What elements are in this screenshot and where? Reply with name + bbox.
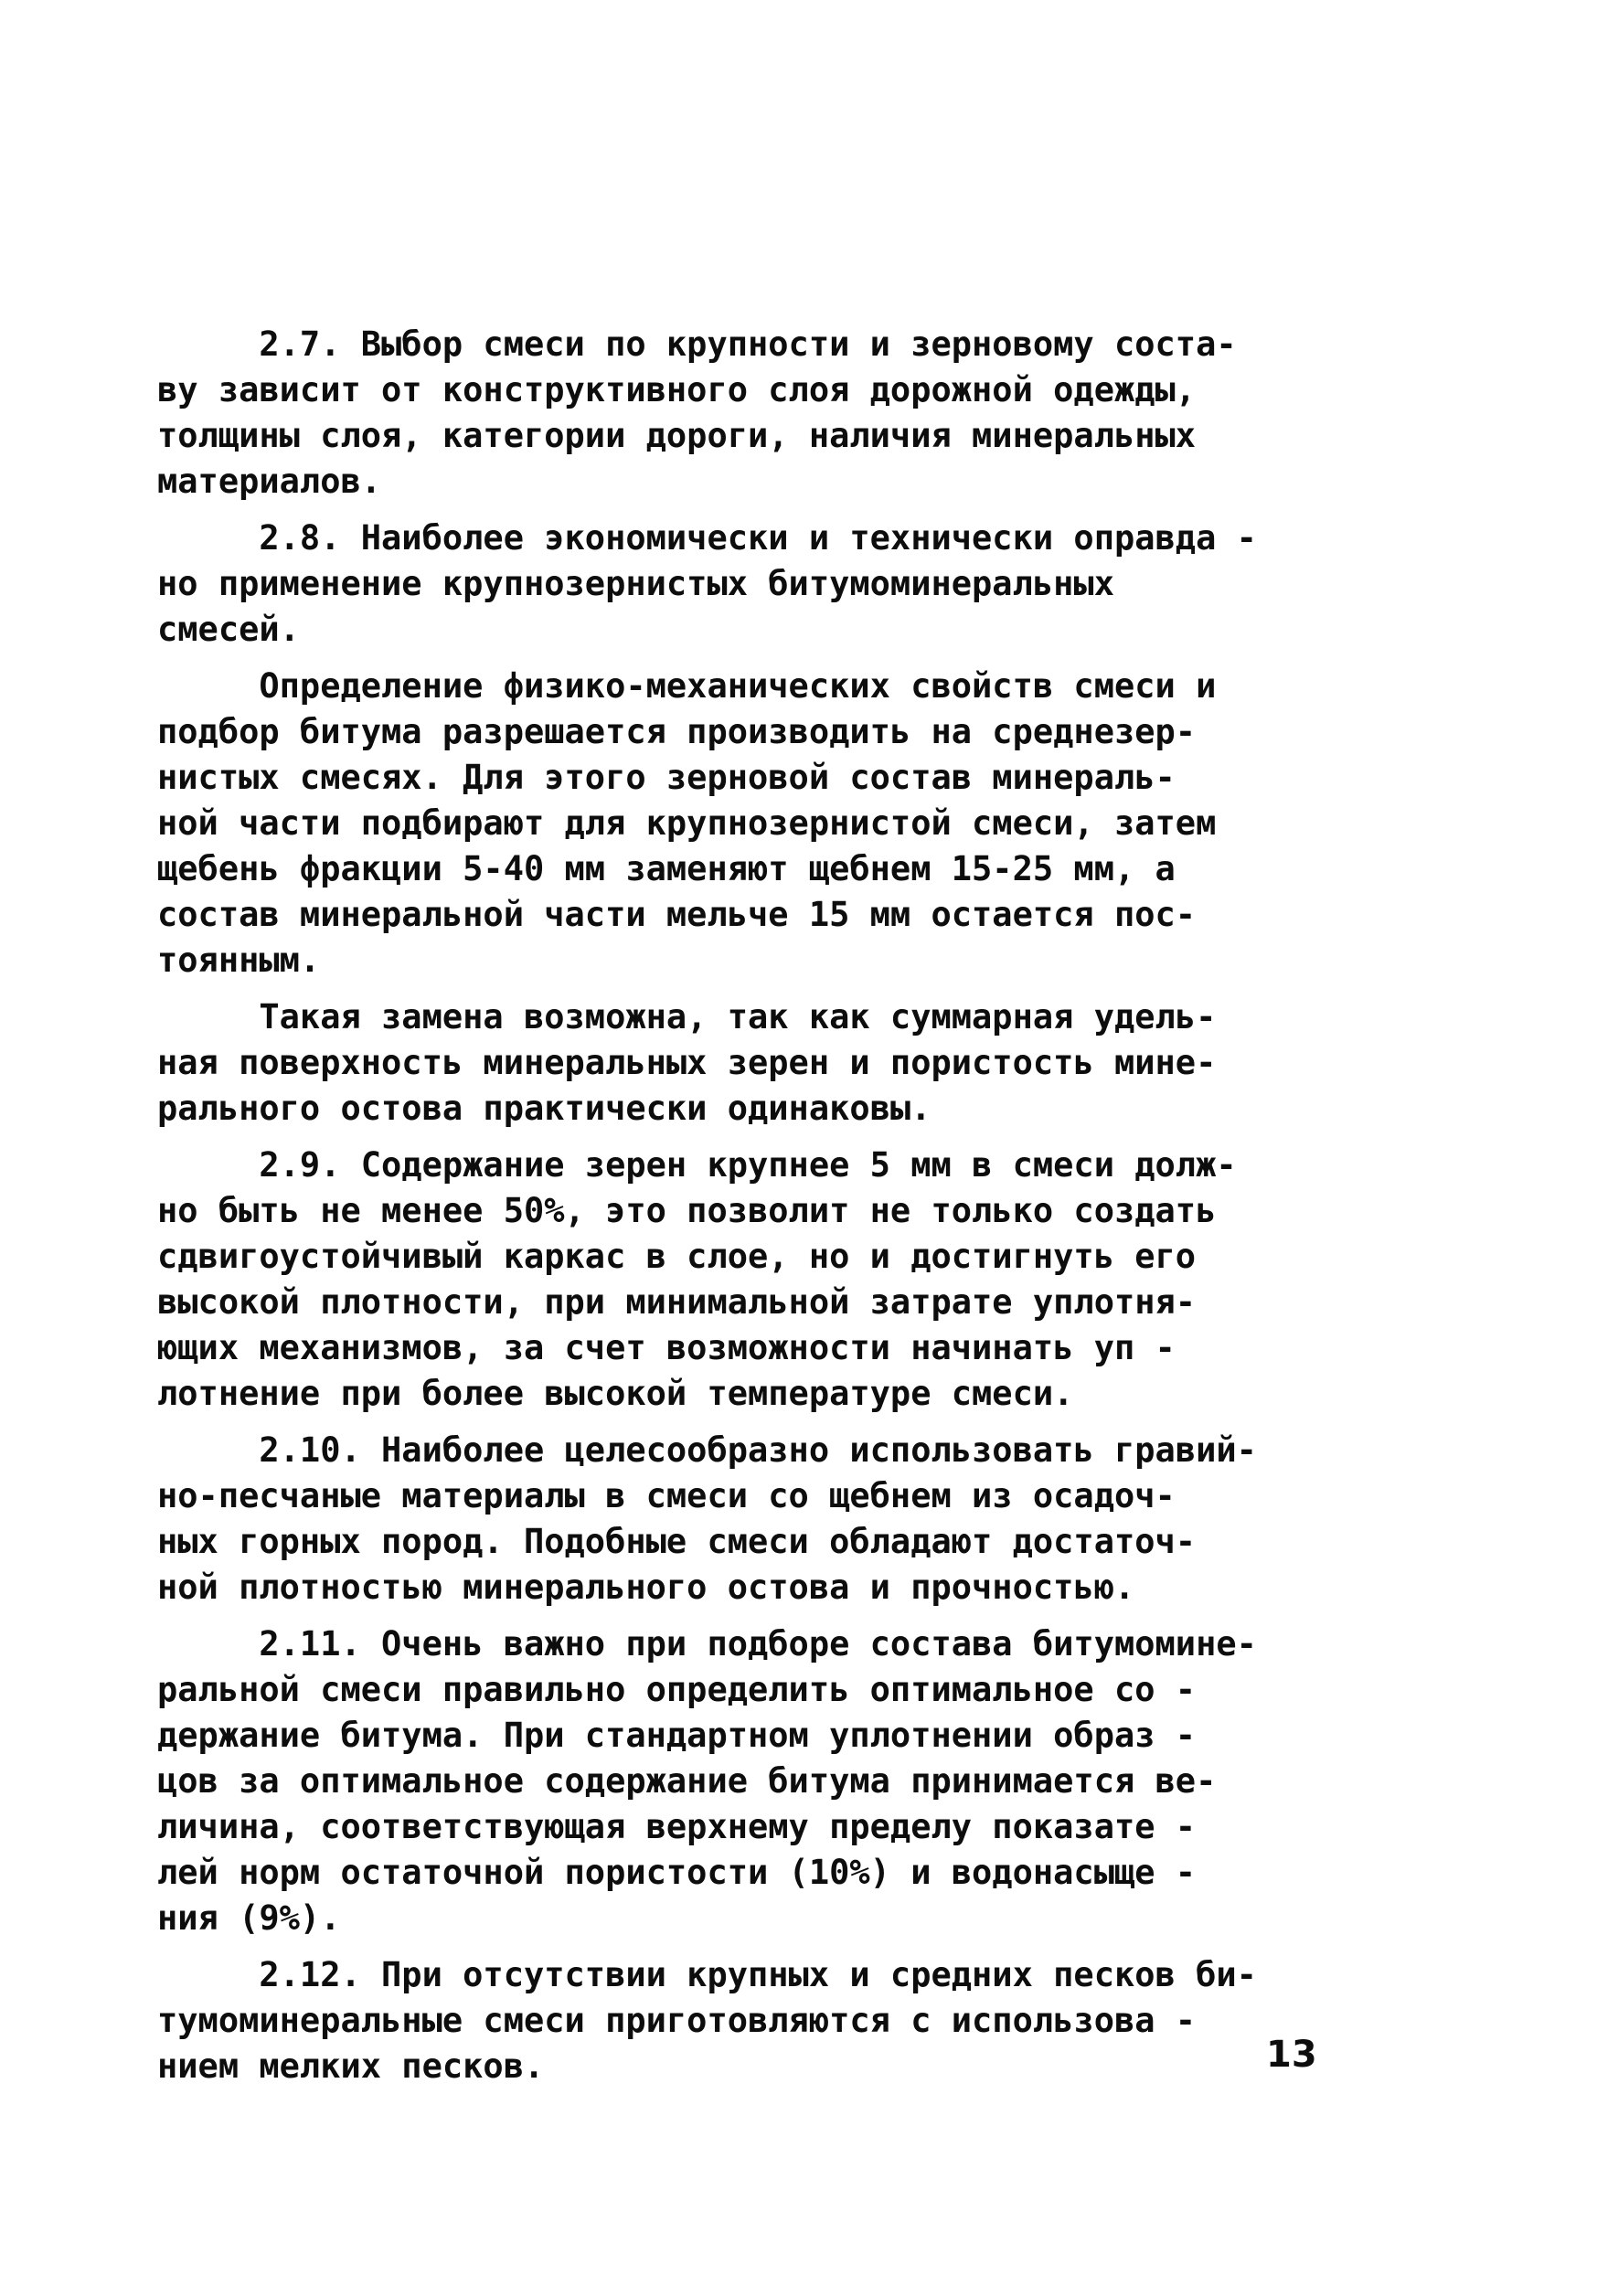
text-line: 2.10. Наиболее целесообразно использовать гравий- [157,1430,1257,1470]
text-line: толщины слоя, категории дороги, наличия минеральных [157,416,1197,455]
text-line: ной части подбирают для крупнозернистой смеси, затем [157,803,1217,843]
text-line: рального остова практически одинаковы. [157,1089,931,1128]
text-line: нистых смесях. Для этого зерновой состав минераль- [157,758,1176,797]
text-line: тоянным. [157,941,321,980]
text-line: цов за оптимальное содержание битума принимается ве- [157,1761,1217,1801]
text-line: лотнение при более высокой температуре смеси. [157,1374,1074,1413]
paragraph-gap [157,1132,1309,1143]
text-line: лей норм остаточной пористости (10%) и водонасыще - [157,1853,1197,1892]
text-line: Определение физико-механических свойств смеси и [157,666,1217,706]
page-number: 13 [1266,2034,1317,2076]
text-line: сдвигоустойчивый каркас в слое, но и достигнуть его [157,1237,1197,1276]
text-line: 2.12. При отсутствии крупных и средних песков би- [157,1955,1257,1994]
text-line: высокой плотности, при минимальной затрате уплотня- [157,1282,1197,1322]
text-line: Такая замена возможна, так как суммарная удель- [157,997,1217,1036]
paragraph-gap [157,653,1309,664]
text-line: ных горных пород. Подобные смеси обладают достаточ- [157,1522,1197,1561]
paragraph-gap [157,983,1309,994]
text-line: материалов. [157,462,382,501]
text-line: ной плотностью минерального остова и прочностью. [157,1568,1135,1607]
text-line: тумоминеральные смеси приготовляются с использова - [157,2001,1197,2040]
paragraph-gap [157,1610,1309,1621]
text-line: ния (9%). [157,1898,341,1938]
text-line: состав минеральной части мельче 15 мм остается пос- [157,895,1197,934]
body-text [157,322,1309,2089]
text-line: смесей. [157,610,300,649]
text-line: но применение крупнозернистых битумоминеральных [157,564,1114,603]
text-line: 2.9. Содержание зерен крупнее 5 мм в смеси долж- [157,1145,1237,1185]
text-line: ральной смеси правильно определить оптимальное со - [157,1670,1197,1709]
text-line: ву зависит от конструктивного слоя дорожной одежды, [157,370,1197,409]
text-line: держание битума. При стандартном уплотнении образ - [157,1716,1197,1755]
text-line: 2.7. Выбор смеси по крупности и зерновому соста- [157,324,1237,364]
text-line: щебень фракции 5-40 мм заменяют щебнем 15-25 мм, а [157,849,1176,888]
text-line: но-песчаные материалы в смеси со щебнем из осадоч- [157,1476,1176,1515]
paragraph-gap [157,505,1309,516]
text-line: нием мелких песков. [157,2046,545,2086]
text-line: подбор битума разрешается производить на среднезер- [157,712,1197,751]
text-line: 2.11. Очень важно при подборе состава битумомине- [157,1624,1257,1664]
text-line: ная поверхность минеральных зерен и пористость мине- [157,1043,1217,1082]
paragraph-gap [157,1417,1309,1428]
text-line: ющих механизмов, за счет возможности начинать уп - [157,1328,1176,1367]
text-line: личина, соответствующая верхнему пределу показате - [157,1807,1197,1846]
text-line: но быть не менее 50%, это позволит не только создать [157,1191,1217,1230]
paragraph-gap [157,1941,1309,1952]
text-line: 2.8. Наиболее экономически и технически оправда - [157,518,1257,558]
